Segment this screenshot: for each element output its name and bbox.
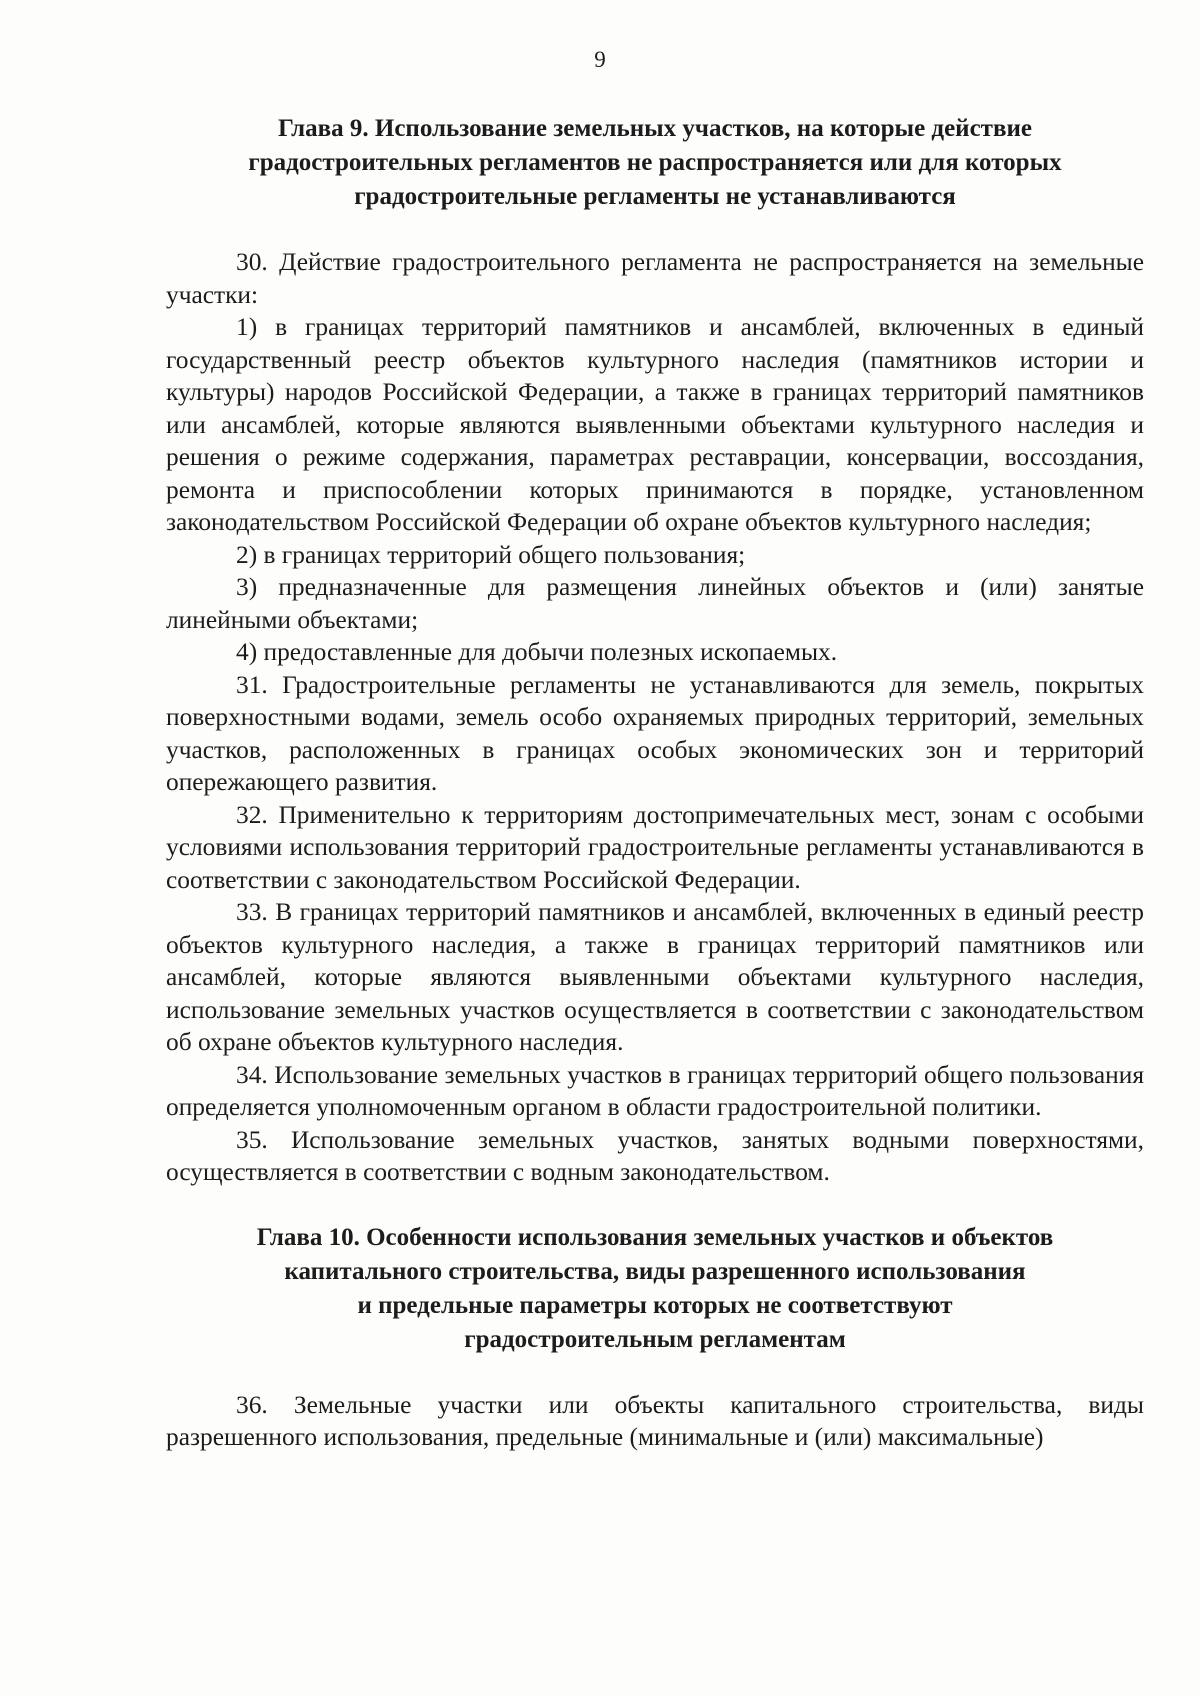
chapter-9-title-line: градостроительные регламенты не устанавливаются xyxy=(354,183,956,210)
paragraph-33: 33. В границах территорий памятников и ансамблей, включенных в единый реестр объектов культурного наследия, а также в границах территорий памятников или ансамблей, которые являются выявленными объектами культурного наследия, использование земельных участков осуществляется в соответствии с законодательством об охране объектов культурного наследия. xyxy=(166,898,1144,1056)
paragraph-34: 34. Использование земельных участков в границах территорий общего пользования определяется уполномоченным органом в области градостроительной политики. xyxy=(166,1060,1144,1121)
paragraph-31: 31. Градостроительные регламенты не устанавливаются для земель, покрытых поверхностными водами, земель особо охраняемых природных территорий, земельных участков, расположенных в границах особых экономических зон и территорий опережающего развития. xyxy=(166,670,1144,796)
document-body xyxy=(166,112,1144,1454)
chapter-10-title xyxy=(166,1221,1144,1357)
paragraph-35: 35. Использование земельных участков, занятых водными поверхностями, осуществляется в соответствии с водным законодательством. xyxy=(166,1125,1144,1186)
chapter-9-title-line: Глава 9. Использование земельных участков, на которые действие xyxy=(278,115,1032,142)
paragraph-30-item-1: 1) в границах территорий памятников и ансамблей, включенных в единый государственный реестр объектов культурного наследия (памятников истории и культуры) народов Российской Федерации, а также в границах территорий памятников или ансамблей, которые являются выявленными объектами культурного наследия и решения о режиме содержания, параметрах реставрации, консервации, воссоздания, ремонта и приспособлении которых принимаются в порядке, установленном законодательством Российской Федерации об охране объектов культурного наследия; xyxy=(166,313,1144,536)
paragraph-30-item-3: 3) предназначенные для размещения линейных объектов и (или) занятые линейными объектами; xyxy=(166,573,1144,634)
chapter-10-title-line: и предельные параметры которых не соответствуют xyxy=(357,1291,953,1319)
page-number: 9 xyxy=(594,47,606,72)
chapter-9-title-line: градостроительных регламентов не распространяется или для которых xyxy=(248,149,1062,176)
paragraph-30: 30. Действие градостроительного регламента не распространяется на земельные участки: xyxy=(166,248,1144,309)
paragraph-30-item-4: 4) предоставленные для добычи полезных ископаемых. xyxy=(236,638,838,666)
chapter-9-title xyxy=(166,112,1144,214)
paragraph-36: 36. Земельные участки или объекты капитального строительства, виды разрешенного использования, предельные (минимальные и (или) максимальные) xyxy=(166,1390,1144,1451)
paragraph-32: 32. Применительно к территориям достопримечательных мест, зонам с особыми условиями использования территорий градостроительные регламенты устанавливаются в соответствии с законодательством Российской Федерации. xyxy=(166,800,1144,894)
chapter-10-title-line: градостроительным регламентам xyxy=(464,1325,846,1353)
chapter-10-title-line: капитального строительства, виды разрешенного использования xyxy=(284,1257,1026,1285)
paragraph-30-item-2: 2) в границах территорий общего пользования; xyxy=(236,540,746,569)
chapter-10-title-line: Глава 10. Особенности использования земельных участков и объектов xyxy=(256,1223,1054,1251)
